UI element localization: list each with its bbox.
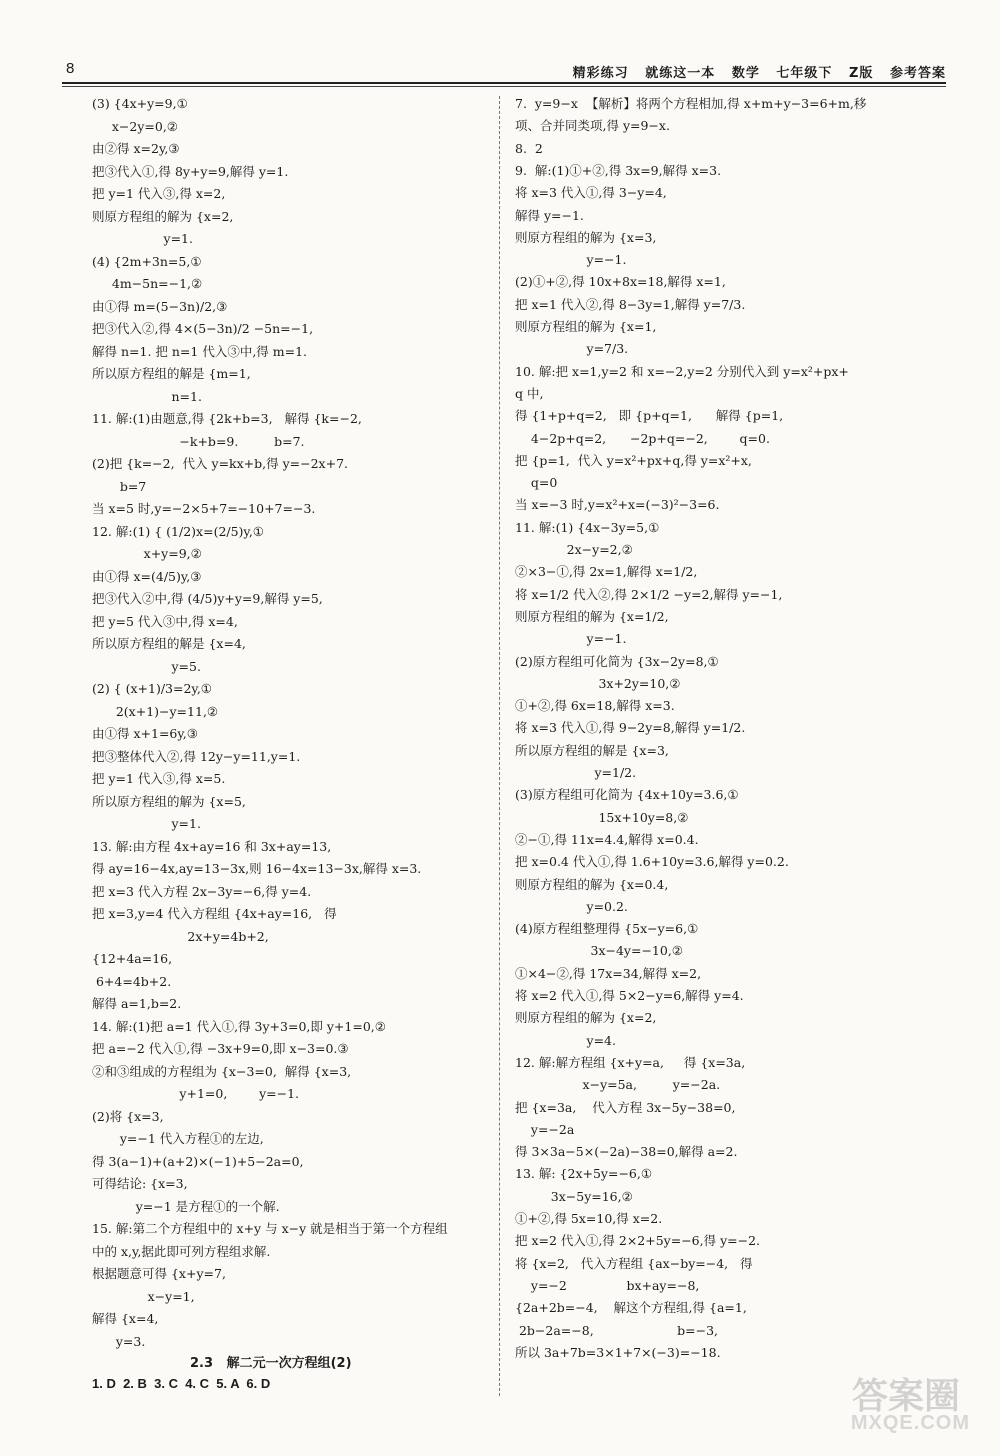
text-line: 所以原方程组的解是 {x=3, (515, 742, 669, 758)
text-line: {2a+2b=−4, 解这个方程组,得 {a=1, (515, 1300, 747, 1316)
text-line: ①+②,得 5x=10,得 x=2. (515, 1211, 663, 1226)
watermark-top-text: 答案圈 (851, 1376, 960, 1417)
text-line: 所以 3a+7b=3×1+7×(−3)=−18. (515, 1344, 721, 1360)
header-title: 精彩练习 就练这一本 数学 七年级下 Z版 参考答案 (572, 66, 946, 81)
text-line: 把③代入②中,得 (4/5)y+y=9,解得 y=5, (92, 591, 323, 606)
text-line: 所以原方程组的解是 {m=1, (92, 366, 251, 381)
text-line: y=−2 bx+ay=−8, (515, 1277, 700, 1293)
text-line: 把 x=2 代入①,得 2×2+5y=−6,得 y=−2. (515, 1233, 761, 1249)
text-line: 将 x=3 代入①,得 3−y=4, (515, 185, 667, 201)
text-line: n=1. (92, 388, 202, 404)
text-line: 根据题意可得 {x+y=7, (92, 1266, 226, 1281)
text-line: y=−1. (515, 252, 627, 268)
text-line: 则原方程组的解为 {x=1, (515, 319, 657, 334)
text-line: 2(x+1)−y=11,② (92, 703, 219, 719)
text-line: (3)原方程组可化简为 {4x+10y=3.6,① (515, 787, 739, 803)
text-line: 11. 解:(1) {4x−3y=5,① (515, 519, 660, 535)
column-divider (499, 96, 500, 1396)
text-line: 则原方程组的解为 {x=1/2, (515, 608, 669, 624)
text-line: 则原方程组的解为 {x=2, (515, 1010, 657, 1026)
text-line: 得 {1+p+q=2, 即 {p+q=1, 解得 {p=1, (515, 408, 784, 424)
text-line: 6+4=4b+2. (92, 973, 172, 989)
text-line: 所以原方程组的解为 {x=5, (92, 793, 246, 809)
text-line: 2x+y=4b+2, (92, 928, 269, 944)
text-line: 则原方程组的解为 {x=0.4, (515, 876, 669, 892)
text-line: 4−2p+q=2, −2p+q=−2, q=0. (515, 430, 770, 446)
text-line: q=0 (515, 475, 558, 491)
watermark-logo (810, 1368, 970, 1438)
text-line: y=5. (92, 658, 201, 674)
text-line: {12+4a=16, (92, 951, 173, 966)
text-line: 4m−5n=−1,② (92, 276, 203, 291)
text-line: 12. 解:解方程组 {x+y=a, 得 {x=3a, (515, 1054, 746, 1070)
text-line: (2)①+②,得 10x+8x=18,解得 x=1, (515, 274, 726, 290)
text-line: y=−1 是方程①的一个解. (92, 1198, 280, 1214)
text-line: 把 y=1 代入③,得 x=5. (92, 771, 226, 786)
text-line: 当 x=−3 时,y=x²+x=(−3)²−3=6. (515, 497, 720, 513)
text-line: 10. 解:把 x=1,y=2 和 x=−2,y=2 分别代入到 y=x²+px+ (515, 363, 849, 379)
page-header (0, 0, 1000, 92)
text-line: 解得 {x=4, (92, 1311, 159, 1326)
text-line: 把③整体代入②,得 12y−y=11,y=1. (92, 748, 301, 764)
text-line: 可得结论: {x=3, (92, 1176, 188, 1191)
text-line: ①×4−②,得 17x=34,解得 x=2, (515, 965, 702, 981)
text-line: 则原方程组的解为 {x=3, (515, 229, 657, 245)
header-rule (62, 82, 946, 84)
text-line: 2b−2a=−8, b=−3, (515, 1322, 718, 1338)
text-line: (3) {4x+y=9,① (92, 96, 188, 111)
text-line: 中的 x,y,据此即可列方程组求解. (92, 1243, 271, 1259)
text-line: y=1. (92, 231, 193, 246)
text-line: 7. y=9−x 【解析】将两个方程相加,得 x+m+y−3=6+m,移 (515, 96, 867, 111)
text-line: 把 x=0.4 代入①,得 1.6+10y=3.6,解得 y=0.2. (515, 854, 789, 870)
text-line: 14. 解:(1)把 a=1 代入①,得 3y+3=0,即 y+1=0,② (92, 1018, 386, 1034)
text-line: 项、合并同类项,得 y=9−x. (515, 118, 670, 134)
text-line: (2) { (x+1)/3=2y,① (92, 681, 213, 696)
text-line: y=1/2. (515, 765, 637, 780)
text-line: 3x+2y=10,② (515, 675, 681, 691)
text-line: 当 x=5 时,y=−2×5+7=−10+7=−3. (92, 501, 316, 516)
text-line: −k+b=9. b=7. (92, 433, 305, 449)
text-line: 把 {x=3a, 代入方程 3x−5y−38=0, (515, 1099, 736, 1115)
text-line: 解得 a=1,b=2. (92, 996, 182, 1011)
text-line: 得 ay=16−4x,ay=13−3x,则 16−4x=13−3x,解得 x=3. (92, 861, 422, 876)
text-line: 将 {x=2, 代入方程组 {ax−by=−4, 得 (515, 1255, 753, 1271)
text-line: y=7/3. (515, 341, 629, 357)
text-line: q 中, (515, 385, 544, 401)
text-line: 把 x=1 代入②,得 8−3y=1,解得 y=7/3. (515, 296, 746, 312)
text-line: 将 x=1/2 代入②,得 2×1/2 −y=2,解得 y=−1, (515, 586, 783, 602)
text-line: 由①得 m=(5−3n)/2,③ (92, 298, 228, 314)
text-line: y=−2a (515, 1121, 575, 1137)
text-line: 则原方程组的解为 {x=2, (92, 208, 234, 224)
text-line: 12. 解:(1) { (1/2)x=(2/5)y,① (92, 523, 265, 539)
section-title: 2.3 解二元一次方程组(2) (190, 1356, 352, 1371)
text-line: 由①得 x+1=6y,③ (92, 726, 198, 741)
text-line: y+1=0, y=−1. (92, 1086, 300, 1101)
text-line: (2)将 {x=3, (92, 1108, 164, 1124)
text-line: y=−1 代入方程①的左边, (92, 1131, 264, 1146)
text-line: 把 y=5 代入③中,得 x=4, (92, 613, 238, 629)
page-number: 8 (66, 60, 75, 77)
text-line: 把③代入①,得 8y+y=9,解得 y=1. (92, 163, 289, 179)
text-line: 将 x=3 代入①,得 9−2y=8,解得 y=1/2. (515, 720, 746, 736)
text-line: 把 y=1 代入③,得 x=2, (92, 186, 226, 201)
text-line: 把 {p=1, 代入 y=x²+px+q,得 y=x²+x, (515, 452, 752, 468)
text-line: ①+②,得 6x=18,解得 x=3. (515, 698, 675, 714)
text-line: y=−1. (515, 631, 627, 647)
text-line: 把 x=3,y=4 代入方程组 {4x+ay=16, 得 (92, 906, 337, 921)
text-line: x+y=9,② (92, 546, 202, 561)
text-line: 把 a=−2 代入①,得 −3x+9=0,即 x−3=0.③ (92, 1041, 349, 1056)
text-line: y=4. (515, 1032, 616, 1048)
text-line: (4) {2m+3n=5,① (92, 253, 202, 269)
text-line: 由②得 x=2y,③ (92, 141, 180, 156)
header-rule-thin (62, 86, 946, 87)
text-line: 得 3(a−1)+(a+2)×(−1)+5−2a=0, (92, 1153, 304, 1169)
text-line: (4)原方程组整理得 {5x−y=6,① (515, 921, 699, 937)
text-line: x−2y=0,② (92, 118, 179, 134)
text-line: 15. 解:第二个方程组中的 x+y 与 x−y 就是相当于第一个方程组 (92, 1221, 448, 1236)
text-line: 3x−5y=16,② (515, 1188, 633, 1204)
text-line: x−y=1, (92, 1288, 195, 1304)
text-line: ②和③组成的方程组为 {x−3=0, 解得 {x=3, (92, 1063, 352, 1079)
text-line: 所以原方程组的解是 {x=4, (92, 636, 246, 651)
text-line: 9. 解:(1)①+②,得 3x=9,解得 x=3. (515, 162, 722, 178)
watermark-url-text: MXQE.COM (850, 1412, 970, 1434)
text-line: 解得 n=1. 把 n=1 代入③中,得 m=1. (92, 343, 308, 359)
text-line: 由①得 x=(4/5)y,③ (92, 568, 202, 584)
text-line: 11. 解:(1)由题意,得 {2k+b=3, 解得 {k=−2, (92, 411, 362, 426)
text-line: y=3. (92, 1333, 146, 1349)
text-line: 2x−y=2,② (515, 542, 633, 557)
text-line: 把③代入②,得 4×(5−3n)/2 −5n=−1, (92, 321, 314, 336)
text-line: 将 x=2 代入①,得 5×2−y=6,解得 y=4. (515, 988, 744, 1003)
text-line: y=1. (92, 816, 201, 831)
text-line: 得 3×3a−5×(−2a)−38=0,解得 a=2. (515, 1144, 738, 1160)
text-line: 3x−4y=−10,② (515, 943, 684, 959)
text-line: 13. 解: {2x+5y=−6,① (515, 1166, 653, 1182)
text-line: ②−①,得 11x=4.4,解得 x=0.4. (515, 831, 699, 847)
text-line: b=7 (92, 478, 147, 494)
text-line: 8. 2 (515, 140, 543, 156)
text-line: x−y=5a, y=−2a. (515, 1077, 721, 1093)
text-line: 解得 y=−1. (515, 207, 584, 223)
text-line: ②×3−①,得 2x=1,解得 x=1/2, (515, 564, 698, 580)
text-line: 13. 解:由方程 4x+ay=16 和 3x+ay=13, (92, 838, 332, 854)
text-line: y=0.2. (515, 898, 628, 914)
text-line: (2)把 {k=−2, 代入 y=kx+b,得 y=−2x+7. (92, 456, 348, 471)
choice-answers: 1. D 2. B 3. C 4. C 5. A 6. D (92, 1376, 271, 1391)
text-line: 15x+10y=8,② (515, 809, 689, 825)
text-line: (2)原方程组可化简为 {3x−2y=8,① (515, 653, 719, 669)
text-line: 把 x=3 代入方程 2x−3y=−6,得 y=4. (92, 883, 312, 899)
